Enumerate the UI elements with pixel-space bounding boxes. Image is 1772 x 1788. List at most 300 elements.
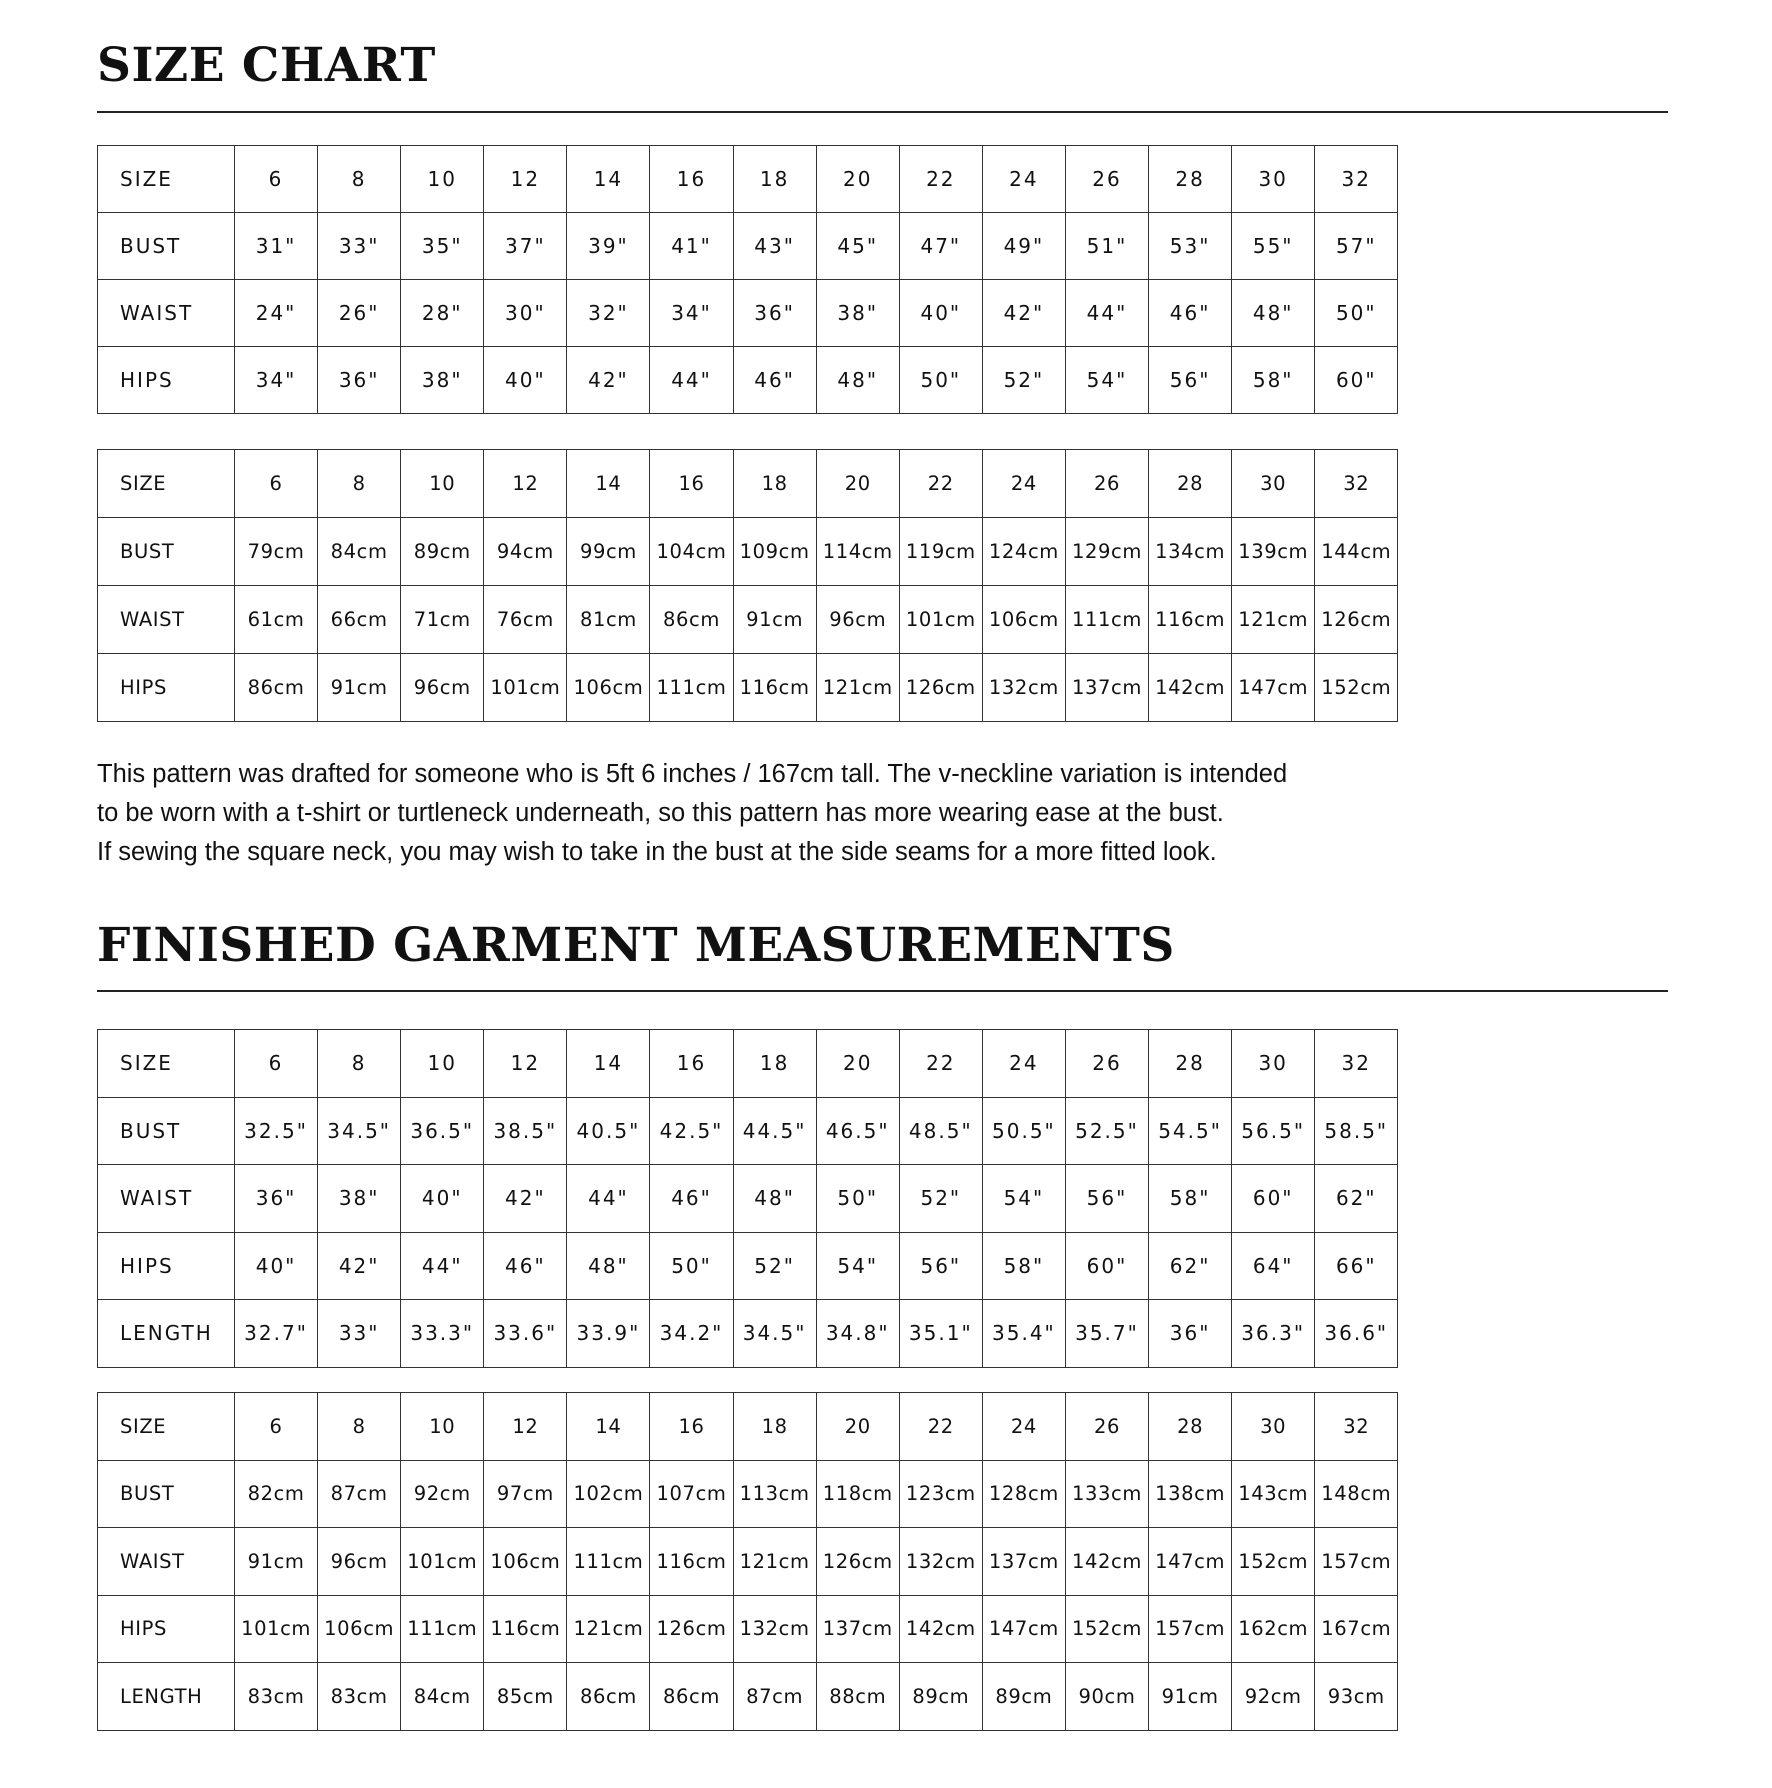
table-cell: 12: [484, 1030, 567, 1098]
table-cell: 91cm: [318, 654, 401, 722]
table-cell: 99cm: [567, 518, 650, 586]
table-cell: 38": [816, 280, 899, 347]
table-cell: 10: [401, 1030, 484, 1098]
table-cell: 111cm: [650, 654, 733, 722]
table-cell: 40": [235, 1232, 318, 1300]
table-cell: 85cm: [484, 1663, 567, 1731]
table-cell: 39": [567, 213, 650, 280]
table-cell: 157cm: [1149, 1595, 1232, 1663]
table-cell: 90cm: [1065, 1663, 1148, 1731]
table-cell: 139cm: [1232, 518, 1315, 586]
table-cell: 26: [1065, 1393, 1148, 1461]
table-cell: 51": [1065, 213, 1148, 280]
table-cell: 104cm: [650, 518, 733, 586]
table-cell: 20: [816, 1030, 899, 1098]
table-cell: 83cm: [318, 1663, 401, 1731]
table-cell: 36.3": [1232, 1300, 1315, 1368]
table-cell: 48": [816, 347, 899, 414]
table-cell: 96cm: [401, 654, 484, 722]
table-cell: 48.5": [899, 1097, 982, 1165]
table-cell: 47": [899, 213, 982, 280]
table-row-hips: [98, 1232, 1398, 1300]
table-cell: 33.3": [401, 1300, 484, 1368]
table-cell: 81cm: [567, 586, 650, 654]
table-cell: 42": [318, 1232, 401, 1300]
table-cell: 28: [1149, 1393, 1232, 1461]
row-label: SIZE: [98, 1030, 235, 1098]
table-cell: 36": [733, 280, 816, 347]
row-label: SIZE: [98, 1393, 235, 1461]
table-cell: 143cm: [1232, 1460, 1315, 1528]
row-label: HIPS: [98, 654, 235, 722]
table-cell: 48": [567, 1232, 650, 1300]
table-cell: 52.5": [1065, 1097, 1148, 1165]
table-cell: 33": [318, 213, 401, 280]
table-cell: 121cm: [1232, 586, 1315, 654]
table-cell: 60": [1315, 347, 1398, 414]
table-cell: 66cm: [318, 586, 401, 654]
table-cell: 116cm: [1149, 586, 1232, 654]
table-cell: 28": [401, 280, 484, 347]
table-cell: 10: [401, 146, 484, 213]
table-cell: 107cm: [650, 1460, 733, 1528]
table-cell: 62": [1149, 1232, 1232, 1300]
table-cell: 126cm: [650, 1595, 733, 1663]
table-cell: 8: [318, 1030, 401, 1098]
table-cell: 152cm: [1232, 1528, 1315, 1596]
table-cell: 46": [484, 1232, 567, 1300]
table-cell: 87cm: [318, 1460, 401, 1528]
table-cell: 28: [1149, 450, 1232, 518]
table-cell: 138cm: [1149, 1460, 1232, 1528]
table-cell: 91cm: [1149, 1663, 1232, 1731]
table-cell: 38": [401, 347, 484, 414]
table-cell: 44": [567, 1165, 650, 1233]
table-cell: 32.7": [235, 1300, 318, 1368]
table-cell: 147cm: [1232, 654, 1315, 722]
table-cell: 48": [733, 1165, 816, 1233]
table-cell: 56": [1065, 1165, 1148, 1233]
table-cell: 133cm: [1065, 1460, 1148, 1528]
table-cell: 24: [982, 146, 1065, 213]
table-cell: 36.5": [401, 1097, 484, 1165]
table-cell: 20: [816, 1393, 899, 1461]
table-cell: 111cm: [401, 1595, 484, 1663]
table-cell: 92cm: [401, 1460, 484, 1528]
size-chart-cm-table: [97, 449, 1398, 722]
table-cell: 6: [235, 1393, 318, 1461]
table-cell: 26: [1065, 146, 1148, 213]
table-row-bust: [98, 518, 1398, 586]
table-cell: 24: [982, 1393, 1065, 1461]
table-cell: 128cm: [982, 1460, 1065, 1528]
row-label: BUST: [98, 518, 235, 586]
table-cell: 43": [733, 213, 816, 280]
table-row-bust: [98, 1097, 1398, 1165]
table-cell: 26": [318, 280, 401, 347]
table-cell: 116cm: [733, 654, 816, 722]
table-row-bust: [98, 1460, 1398, 1528]
table-row-size: [98, 146, 1398, 213]
table-cell: 10: [401, 450, 484, 518]
table-cell: 116cm: [650, 1528, 733, 1596]
table-cell: 126cm: [1315, 586, 1398, 654]
pattern-note-line: to be worn with a t-shirt or turtleneck underneath, so this pattern has more wearing ease at the bust.: [97, 799, 1224, 827]
table-cell: 46": [733, 347, 816, 414]
table-cell: 132cm: [899, 1528, 982, 1596]
table-cell: 16: [650, 450, 733, 518]
table-cell: 58": [1232, 347, 1315, 414]
table-cell: 54.5": [1149, 1097, 1232, 1165]
table-cell: 50": [1315, 280, 1398, 347]
table-cell: 22: [899, 450, 982, 518]
table-cell: 89cm: [401, 518, 484, 586]
table-cell: 89cm: [899, 1663, 982, 1731]
table-cell: 157cm: [1315, 1528, 1398, 1596]
table-cell: 86cm: [650, 586, 733, 654]
table-cell: 86cm: [567, 1663, 650, 1731]
table-cell: 71cm: [401, 586, 484, 654]
table-cell: 142cm: [1149, 654, 1232, 722]
table-cell: 87cm: [733, 1663, 816, 1731]
table-cell: 56.5": [1232, 1097, 1315, 1165]
table-cell: 91cm: [733, 586, 816, 654]
pattern-note-line: If sewing the square neck, you may wish to take in the bust at the side seams for a more fitted look.: [97, 838, 1217, 866]
table-cell: 28: [1149, 1030, 1232, 1098]
table-cell: 16: [650, 1393, 733, 1461]
row-label: LENGTH: [98, 1663, 235, 1731]
table-cell: 6: [235, 450, 318, 518]
table-cell: 106cm: [318, 1595, 401, 1663]
table-cell: 44.5": [733, 1097, 816, 1165]
table-cell: 58": [1149, 1165, 1232, 1233]
table-cell: 96cm: [816, 586, 899, 654]
table-cell: 137cm: [816, 1595, 899, 1663]
pattern-note-line: This pattern was drafted for someone who is 5ft 6 inches / 167cm tall. The v-neckline variation is intended: [97, 760, 1288, 788]
table-row-waist: [98, 280, 1398, 347]
table-cell: 118cm: [816, 1460, 899, 1528]
table-cell: 38": [318, 1165, 401, 1233]
table-cell: 32": [567, 280, 650, 347]
table-cell: 42.5": [650, 1097, 733, 1165]
table-cell: 50": [899, 347, 982, 414]
row-label: BUST: [98, 1097, 235, 1165]
table-cell: 18: [733, 1030, 816, 1098]
table-cell: 58": [982, 1232, 1065, 1300]
table-cell: 96cm: [318, 1528, 401, 1596]
table-cell: 111cm: [567, 1528, 650, 1596]
table-cell: 132cm: [733, 1595, 816, 1663]
table-cell: 50.5": [982, 1097, 1065, 1165]
table-cell: 14: [567, 450, 650, 518]
table-cell: 94cm: [484, 518, 567, 586]
table-cell: 36.6": [1315, 1300, 1398, 1368]
table-cell: 30": [484, 280, 567, 347]
table-cell: 30: [1232, 1030, 1315, 1098]
table-cell: 54": [816, 1232, 899, 1300]
table-cell: 137cm: [982, 1528, 1065, 1596]
table-cell: 28: [1149, 146, 1232, 213]
table-cell: 46": [1149, 280, 1232, 347]
row-label: LENGTH: [98, 1300, 235, 1368]
table-cell: 49": [982, 213, 1065, 280]
table-cell: 134cm: [1149, 518, 1232, 586]
table-cell: 6: [235, 1030, 318, 1098]
table-cell: 18: [733, 1393, 816, 1461]
table-cell: 34.5": [318, 1097, 401, 1165]
heading-divider: [97, 111, 1668, 113]
table-cell: 102cm: [567, 1460, 650, 1528]
table-cell: 48": [1232, 280, 1315, 347]
finished-garment-cm-table: [97, 1392, 1398, 1731]
table-cell: 34": [650, 280, 733, 347]
table-cell: 53": [1149, 213, 1232, 280]
table-cell: 162cm: [1232, 1595, 1315, 1663]
size-chart-heading: SIZE CHART: [97, 38, 436, 93]
table-row-hips: [98, 1595, 1398, 1663]
table-cell: 167cm: [1315, 1595, 1398, 1663]
table-cell: 42": [982, 280, 1065, 347]
table-cell: 57": [1315, 213, 1398, 280]
table-cell: 106cm: [484, 1528, 567, 1596]
table-cell: 84cm: [318, 518, 401, 586]
table-cell: 44": [401, 1232, 484, 1300]
table-cell: 12: [484, 146, 567, 213]
table-cell: 114cm: [816, 518, 899, 586]
table-cell: 16: [650, 146, 733, 213]
row-label: SIZE: [98, 146, 235, 213]
table-cell: 22: [899, 1393, 982, 1461]
table-cell: 26: [1065, 450, 1148, 518]
table-cell: 24: [982, 1030, 1065, 1098]
table-cell: 8: [318, 450, 401, 518]
table-cell: 41": [650, 213, 733, 280]
table-cell: 86cm: [650, 1663, 733, 1731]
size-chart-inches-table: [97, 145, 1398, 414]
table-cell: 40": [401, 1165, 484, 1233]
table-cell: 126cm: [816, 1528, 899, 1596]
table-row-size: [98, 1030, 1398, 1098]
table-cell: 91cm: [235, 1528, 318, 1596]
row-label: BUST: [98, 213, 235, 280]
table-cell: 54": [1065, 347, 1148, 414]
table-cell: 93cm: [1315, 1663, 1398, 1731]
table-cell: 32: [1315, 1393, 1398, 1461]
table-cell: 101cm: [401, 1528, 484, 1596]
table-cell: 62": [1315, 1165, 1398, 1233]
table-cell: 89cm: [982, 1663, 1065, 1731]
table-cell: 33.6": [484, 1300, 567, 1368]
row-label: HIPS: [98, 1595, 235, 1663]
table-cell: 34.8": [816, 1300, 899, 1368]
table-cell: 8: [318, 1393, 401, 1461]
table-cell: 24": [235, 280, 318, 347]
table-cell: 66": [1315, 1232, 1398, 1300]
table-cell: 42": [567, 347, 650, 414]
row-label: BUST: [98, 1460, 235, 1528]
pattern-note: [97, 755, 1477, 872]
table-cell: 83cm: [235, 1663, 318, 1731]
table-cell: 32.5": [235, 1097, 318, 1165]
table-row-length: [98, 1300, 1398, 1368]
table-cell: 92cm: [1232, 1663, 1315, 1731]
table-cell: 116cm: [484, 1595, 567, 1663]
table-cell: 52": [733, 1232, 816, 1300]
table-cell: 101cm: [484, 654, 567, 722]
table-cell: 34": [235, 347, 318, 414]
table-row-size: [98, 1393, 1398, 1461]
table-cell: 35.1": [899, 1300, 982, 1368]
table-cell: 6: [235, 146, 318, 213]
table-cell: 55": [1232, 213, 1315, 280]
table-cell: 12: [484, 450, 567, 518]
table-cell: 152cm: [1315, 654, 1398, 722]
table-cell: 46.5": [816, 1097, 899, 1165]
table-cell: 97cm: [484, 1460, 567, 1528]
table-cell: 121cm: [567, 1595, 650, 1663]
table-cell: 109cm: [733, 518, 816, 586]
table-cell: 144cm: [1315, 518, 1398, 586]
table-cell: 36": [1149, 1300, 1232, 1368]
table-cell: 30: [1232, 1393, 1315, 1461]
table-cell: 16: [650, 1030, 733, 1098]
table-cell: 31": [235, 213, 318, 280]
table-cell: 88cm: [816, 1663, 899, 1731]
table-row-size: [98, 450, 1398, 518]
table-cell: 101cm: [235, 1595, 318, 1663]
table-cell: 40.5": [567, 1097, 650, 1165]
table-cell: 33": [318, 1300, 401, 1368]
row-label: WAIST: [98, 586, 235, 654]
table-cell: 32: [1315, 146, 1398, 213]
table-cell: 8: [318, 146, 401, 213]
row-label: WAIST: [98, 280, 235, 347]
table-cell: 84cm: [401, 1663, 484, 1731]
heading-divider: [97, 990, 1668, 992]
table-cell: 76cm: [484, 586, 567, 654]
table-cell: 123cm: [899, 1460, 982, 1528]
table-row-bust: [98, 213, 1398, 280]
table-cell: 10: [401, 1393, 484, 1461]
table-cell: 79cm: [235, 518, 318, 586]
table-cell: 38.5": [484, 1097, 567, 1165]
table-cell: 119cm: [899, 518, 982, 586]
finished-garment-inches-table: [97, 1029, 1398, 1368]
table-cell: 18: [733, 450, 816, 518]
table-cell: 54": [982, 1165, 1065, 1233]
row-label: WAIST: [98, 1528, 235, 1596]
table-cell: 50": [650, 1232, 733, 1300]
table-cell: 52": [982, 347, 1065, 414]
table-cell: 44": [1065, 280, 1148, 347]
table-cell: 14: [567, 1030, 650, 1098]
table-cell: 34.5": [733, 1300, 816, 1368]
table-cell: 22: [899, 1030, 982, 1098]
table-cell: 152cm: [1065, 1595, 1148, 1663]
table-cell: 60": [1065, 1232, 1148, 1300]
table-cell: 148cm: [1315, 1460, 1398, 1528]
table-cell: 35": [401, 213, 484, 280]
table-cell: 22: [899, 146, 982, 213]
table-cell: 132cm: [982, 654, 1065, 722]
table-cell: 56": [899, 1232, 982, 1300]
table-cell: 30: [1232, 450, 1315, 518]
table-cell: 82cm: [235, 1460, 318, 1528]
table-cell: 60": [1232, 1165, 1315, 1233]
table-cell: 32: [1315, 1030, 1398, 1098]
table-row-waist: [98, 1165, 1398, 1233]
table-cell: 35.4": [982, 1300, 1065, 1368]
table-cell: 106cm: [567, 654, 650, 722]
table-cell: 18: [733, 146, 816, 213]
table-cell: 45": [816, 213, 899, 280]
table-cell: 36": [235, 1165, 318, 1233]
table-row-hips: [98, 654, 1398, 722]
table-cell: 36": [318, 347, 401, 414]
finished-garment-heading: FINISHED GARMENT MEASUREMENTS: [97, 918, 1175, 973]
table-cell: 14: [567, 146, 650, 213]
table-cell: 44": [650, 347, 733, 414]
table-cell: 147cm: [1149, 1528, 1232, 1596]
table-cell: 20: [816, 450, 899, 518]
table-cell: 147cm: [982, 1595, 1065, 1663]
row-label: SIZE: [98, 450, 235, 518]
table-cell: 137cm: [1065, 654, 1148, 722]
table-row-waist: [98, 586, 1398, 654]
table-cell: 46": [650, 1165, 733, 1233]
table-cell: 64": [1232, 1232, 1315, 1300]
table-row-waist: [98, 1528, 1398, 1596]
table-cell: 106cm: [982, 586, 1065, 654]
table-cell: 35.7": [1065, 1300, 1148, 1368]
row-label: HIPS: [98, 1232, 235, 1300]
table-cell: 26: [1065, 1030, 1148, 1098]
table-cell: 12: [484, 1393, 567, 1461]
table-cell: 32: [1315, 450, 1398, 518]
table-cell: 121cm: [816, 654, 899, 722]
table-row-length: [98, 1663, 1398, 1731]
table-cell: 14: [567, 1393, 650, 1461]
table-cell: 42": [484, 1165, 567, 1233]
table-cell: 37": [484, 213, 567, 280]
table-cell: 126cm: [899, 654, 982, 722]
table-cell: 113cm: [733, 1460, 816, 1528]
table-cell: 142cm: [1065, 1528, 1148, 1596]
table-cell: 142cm: [899, 1595, 982, 1663]
row-label: WAIST: [98, 1165, 235, 1233]
row-label: HIPS: [98, 347, 235, 414]
table-cell: 20: [816, 146, 899, 213]
table-cell: 56": [1149, 347, 1232, 414]
table-cell: 34.2": [650, 1300, 733, 1368]
table-cell: 30: [1232, 146, 1315, 213]
table-cell: 50": [816, 1165, 899, 1233]
table-cell: 24: [982, 450, 1065, 518]
table-cell: 61cm: [235, 586, 318, 654]
table-cell: 129cm: [1065, 518, 1148, 586]
table-cell: 52": [899, 1165, 982, 1233]
table-cell: 86cm: [235, 654, 318, 722]
table-cell: 58.5": [1315, 1097, 1398, 1165]
table-cell: 101cm: [899, 586, 982, 654]
table-cell: 121cm: [733, 1528, 816, 1596]
table-cell: 111cm: [1065, 586, 1148, 654]
table-row-hips: [98, 347, 1398, 414]
table-cell: 33.9": [567, 1300, 650, 1368]
table-cell: 40": [899, 280, 982, 347]
table-cell: 40": [484, 347, 567, 414]
table-cell: 124cm: [982, 518, 1065, 586]
